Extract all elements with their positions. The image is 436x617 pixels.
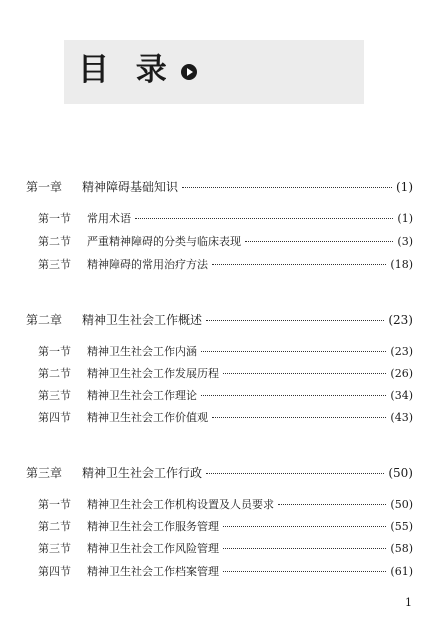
dot-leader — [212, 264, 386, 265]
section-page: (1) — [397, 212, 413, 225]
toc-section-2-1[interactable] — [38, 345, 413, 359]
section-number: 第四节 — [38, 411, 71, 424]
section-page: (55) — [390, 520, 413, 533]
toc-chapter-2[interactable] — [26, 313, 413, 327]
section-number: 第四节 — [38, 565, 71, 578]
section-title: 精神卫生社会工作服务管理 — [87, 520, 219, 533]
toc-section-2-2[interactable] — [38, 367, 413, 381]
dot-leader — [278, 504, 386, 505]
section-number: 第二节 — [38, 520, 71, 533]
toc-section-2-4[interactable] — [38, 411, 413, 425]
section-title: 精神卫生社会工作发展历程 — [87, 367, 219, 380]
toc-section-3-2[interactable] — [38, 520, 413, 534]
toc-section-1-1[interactable] — [38, 212, 413, 226]
chapter-page: (50) — [388, 466, 413, 480]
section-title: 精神卫生社会工作档案管理 — [87, 565, 219, 578]
section-page: (58) — [390, 542, 413, 555]
toc-section-3-4[interactable] — [38, 565, 413, 579]
toc-section-1-3[interactable] — [38, 258, 413, 272]
section-number: 第一节 — [38, 498, 71, 511]
dot-leader — [212, 417, 386, 418]
section-title: 精神障碍的常用治疗方法 — [87, 258, 208, 271]
section-number: 第二节 — [38, 235, 71, 248]
chapter-title: 精神卫生社会工作行政 — [82, 466, 203, 480]
dot-leader — [182, 187, 392, 188]
section-number: 第三节 — [38, 389, 71, 402]
section-page: (34) — [390, 389, 413, 402]
chapter-page: (23) — [388, 313, 413, 327]
section-title: 精神卫生社会工作理论 — [87, 389, 197, 402]
dot-leader — [223, 548, 386, 549]
section-number: 第二节 — [38, 367, 71, 380]
dot-leader — [135, 218, 393, 219]
section-page: (3) — [397, 235, 413, 248]
section-page: (23) — [390, 345, 413, 358]
chapter-number: 第二章 — [26, 313, 63, 327]
dot-leader — [223, 373, 386, 374]
dot-leader — [245, 241, 393, 242]
toc-chapter-3[interactable] — [26, 466, 413, 480]
dot-leader — [201, 395, 386, 396]
chapter-page: (1) — [396, 180, 413, 194]
dot-leader — [223, 526, 386, 527]
section-title: 严重精神障碍的分类与临床表现 — [87, 235, 241, 248]
page-number: 1 — [405, 596, 412, 609]
section-title: 精神卫生社会工作价值观 — [87, 411, 208, 424]
chapter-number: 第一章 — [26, 180, 63, 194]
section-number: 第三节 — [38, 258, 71, 271]
section-title: 常用术语 — [87, 212, 131, 225]
dot-leader — [223, 571, 386, 572]
section-title: 精神卫生社会工作内涵 — [87, 345, 197, 358]
toc-section-2-3[interactable] — [38, 389, 413, 403]
toc-section-3-1[interactable] — [38, 498, 413, 512]
chapter-title: 精神障碍基础知识 — [82, 180, 179, 194]
chapter-number: 第三章 — [26, 466, 63, 480]
dot-leader — [206, 473, 384, 474]
section-title: 精神卫生社会工作机构设置及人员要求 — [87, 498, 274, 511]
toc-section-3-3[interactable] — [38, 542, 413, 556]
section-number: 第一节 — [38, 212, 71, 225]
section-page: (50) — [390, 498, 413, 511]
section-page: (61) — [390, 565, 413, 578]
toc-chapter-1[interactable] — [26, 180, 413, 194]
toc-section-1-2[interactable] — [38, 235, 413, 249]
dot-leader — [206, 320, 384, 321]
section-number: 第一节 — [38, 345, 71, 358]
dot-leader — [201, 351, 386, 352]
chapter-title: 精神卫生社会工作概述 — [82, 313, 203, 327]
section-title: 精神卫生社会工作风险管理 — [87, 542, 219, 555]
section-page: (18) — [390, 258, 413, 271]
section-number: 第三节 — [38, 542, 71, 555]
section-page: (26) — [390, 367, 413, 380]
section-page: (43) — [390, 411, 413, 424]
toc-title-text: 目 录 — [78, 52, 175, 88]
